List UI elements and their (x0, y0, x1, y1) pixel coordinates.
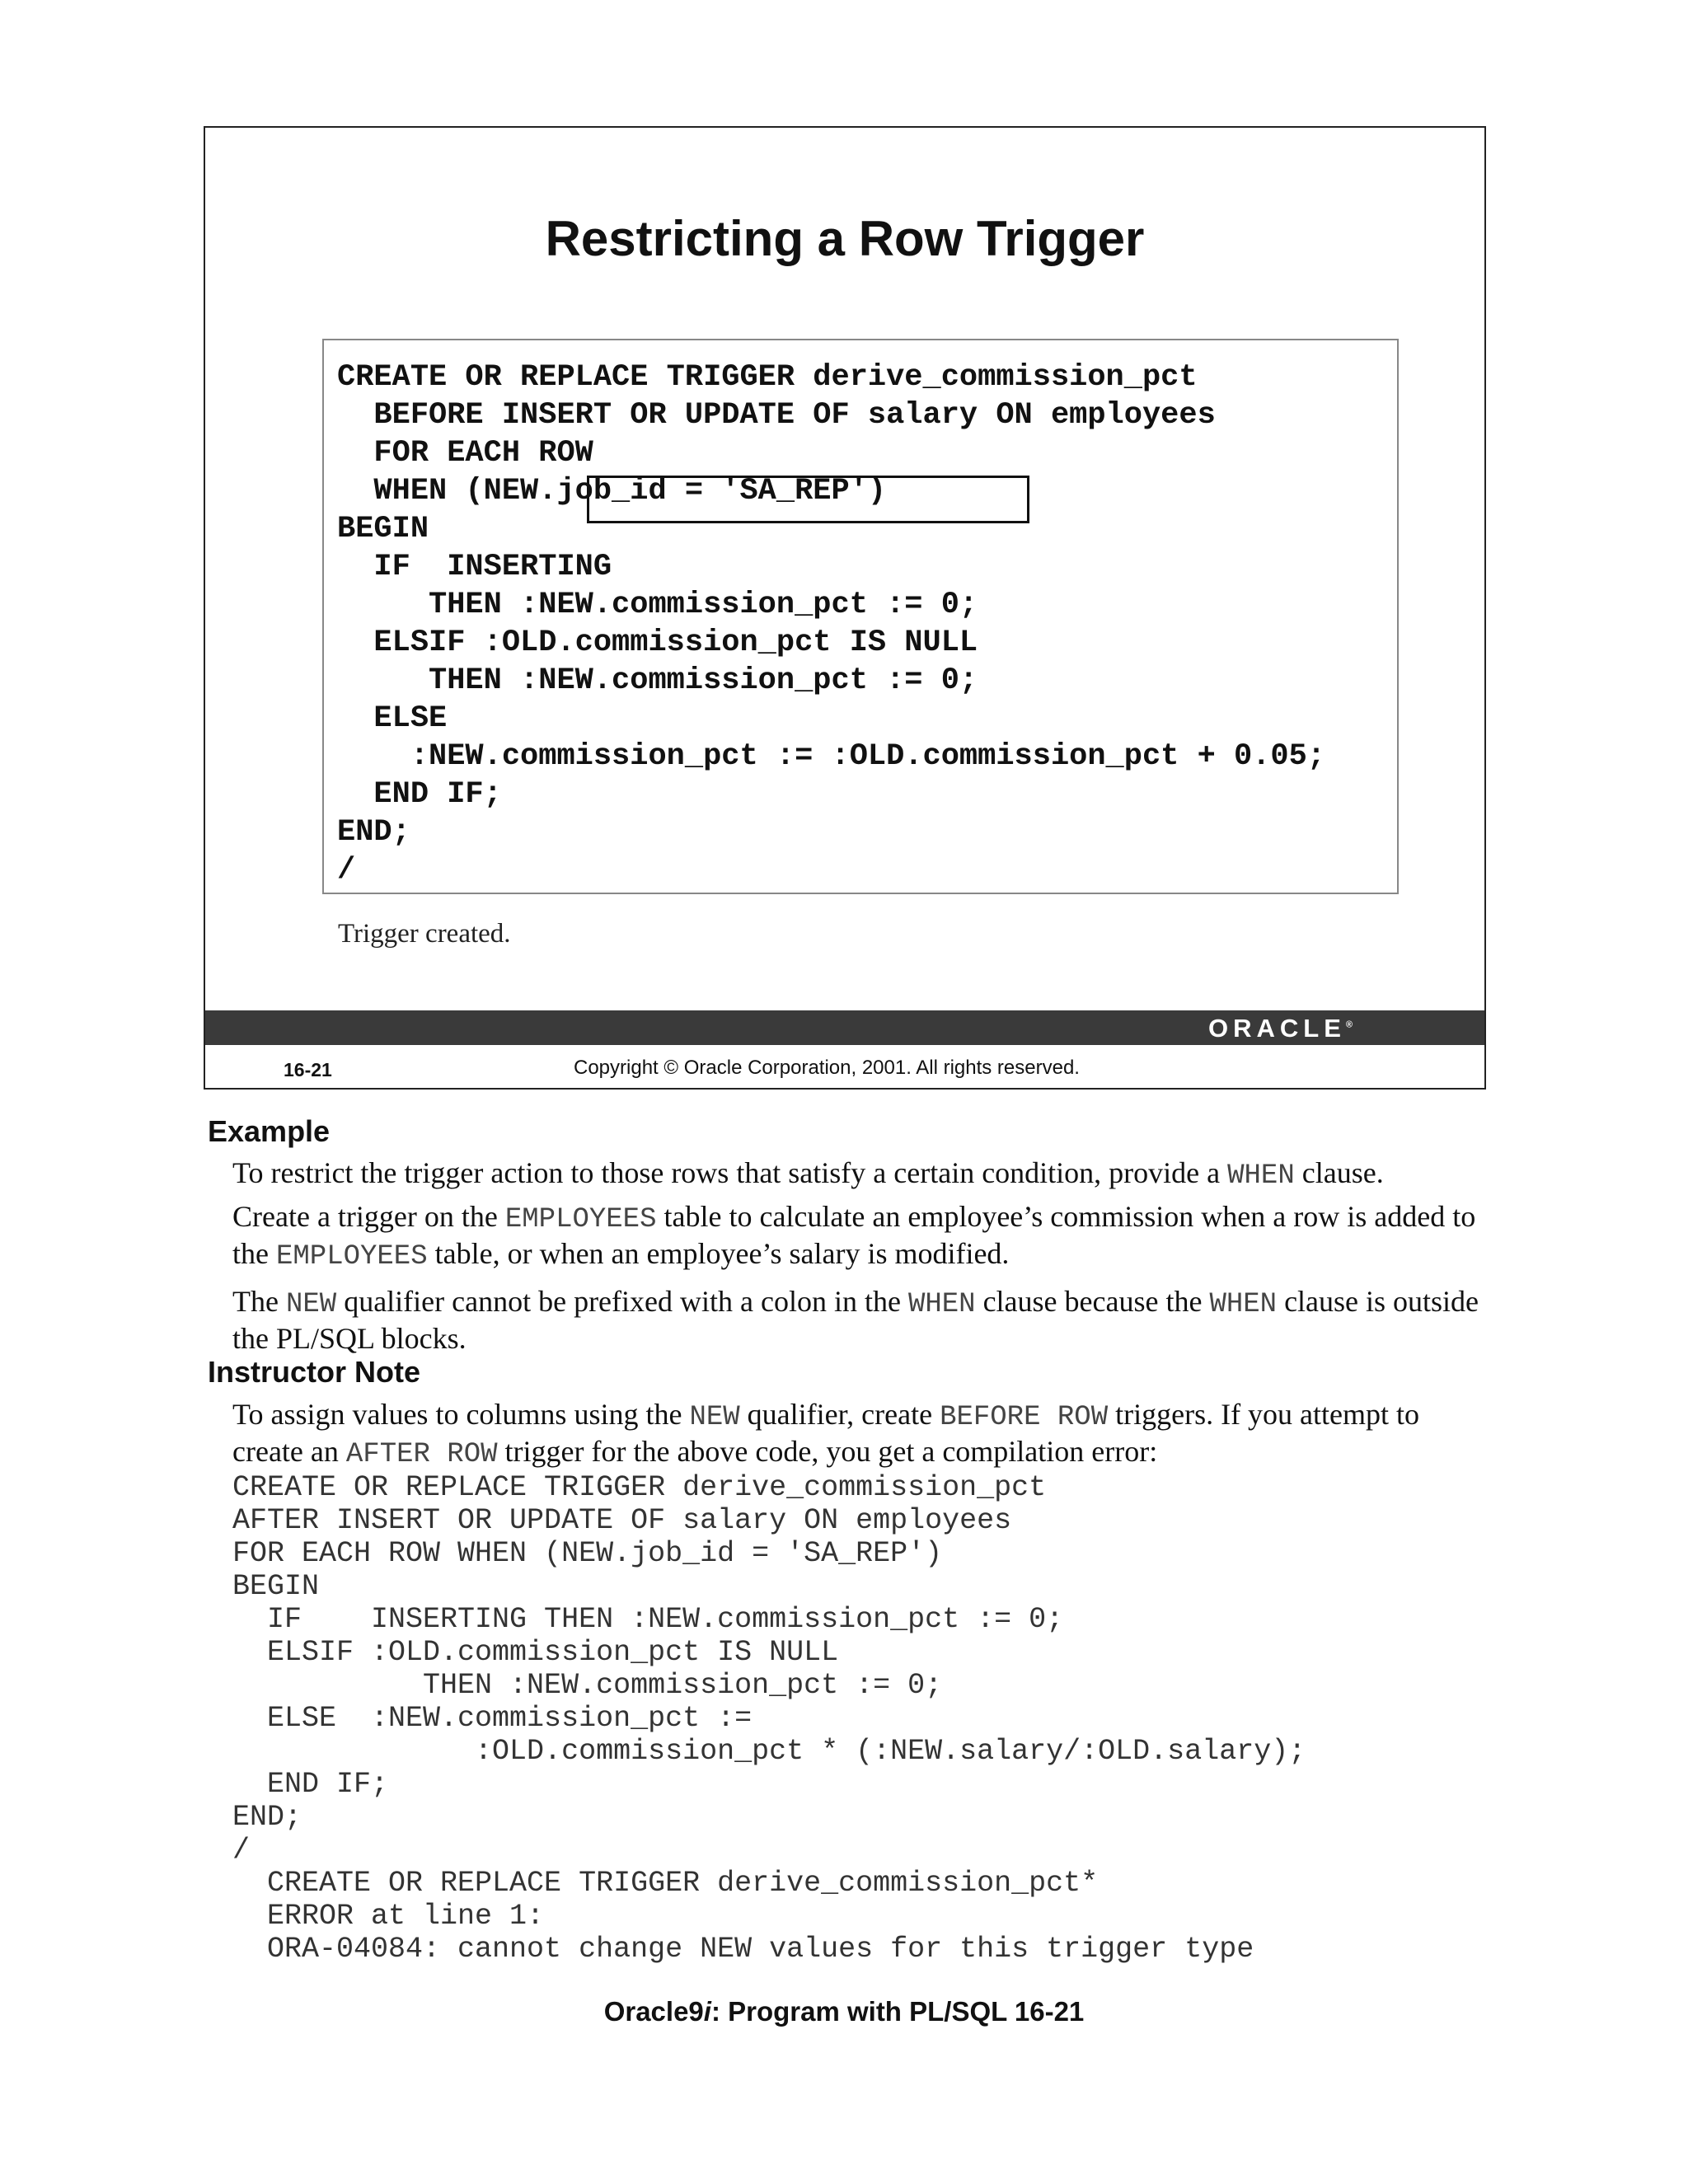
oracle-logo-text: ORACLE (1208, 1014, 1346, 1043)
code-line: CREATE OR REPLACE TRIGGER derive_commission_pct (337, 360, 1198, 395)
code-line: / (337, 853, 356, 888)
text: table to calculate an employee’s commission when a row is added to the (232, 1200, 1476, 1270)
note-code-line: ORA-04084: cannot change NEW values for this trigger type (232, 1933, 1254, 1966)
slide-number: 16-21 (284, 1059, 332, 1080)
page-footer (0, 1996, 1688, 2027)
note-code-line: :OLD.commission_pct * (:NEW.salary/:OLD.salary); (232, 1735, 1306, 1768)
text: table, or when an employee’s salary is modified. (427, 1237, 1010, 1270)
code-line: BEFORE INSERT OR UPDATE OF salary ON employees (337, 398, 1216, 433)
code-term: WHEN (1209, 1289, 1278, 1320)
code-term: NEW (689, 1402, 740, 1433)
note-code-line: IF INSERTING THEN :NEW.commission_pct := 0; (232, 1603, 1064, 1636)
code-line: THEN :NEW.commission_pct := 0; (337, 588, 978, 622)
footer-italic: i (703, 1996, 711, 2027)
code-line: ELSIF :OLD.commission_pct IS NULL (337, 626, 978, 660)
trigger-created-message: Trigger created. (338, 919, 511, 949)
code-term: EMPLOYEES (275, 1241, 428, 1272)
note-code-line: END IF; (232, 1768, 389, 1801)
note-code-line: CREATE OR REPLACE TRIGGER derive_commission_pct (232, 1471, 1047, 1504)
example-paragraph-3 (232, 1285, 1485, 1356)
code-line: END; (337, 815, 410, 850)
note-code-line: ELSIF :OLD.commission_pct IS NULL (232, 1636, 839, 1669)
code-term: WHEN (1227, 1160, 1295, 1192)
code-term: EMPLOYEES (504, 1204, 657, 1235)
copyright-text: Copyright © Oracle Corporation, 2001. All rights reserved. (574, 1057, 1080, 1079)
text: trigger for the above code, you get a compilation error: (497, 1435, 1158, 1468)
instructor-note-heading: Instructor Note (208, 1355, 421, 1389)
when-clause-highlight (587, 476, 1029, 523)
text: clause is outside the PL/SQL blocks. (232, 1285, 1479, 1355)
text: To restrict the trigger action to those rows that satisfy a certain condition, provide a (232, 1156, 1228, 1189)
text: To assign values to columns using the (232, 1398, 690, 1431)
text: clause. (1294, 1156, 1384, 1189)
example-paragraph-1 (232, 1156, 1485, 1193)
note-code-line: THEN :NEW.commission_pct := 0; (232, 1669, 943, 1702)
code-line: THEN :NEW.commission_pct := 0; (337, 663, 978, 698)
code-term: AFTER ROW (345, 1439, 498, 1470)
footer-prefix: Oracle9 (603, 1996, 704, 2027)
example-heading: Example (208, 1114, 331, 1148)
code-line: :NEW.commission_pct := :OLD.commission_pct + 0.05; (337, 739, 1325, 774)
code-line: FOR EACH ROW (337, 436, 593, 471)
code-term: BEFORE ROW (940, 1402, 1109, 1433)
code-line: IF INSERTING (337, 550, 612, 584)
oracle-logo: ORACLE® (1208, 1014, 1353, 1043)
note-code-line: ERROR at line 1: (232, 1900, 545, 1933)
note-code-line: END; (232, 1801, 302, 1834)
code-line: WHEN (NEW.job_id = 'SA_REP') (337, 474, 887, 509)
code-line: ELSE (337, 701, 448, 736)
note-code-line: BEGIN (232, 1570, 320, 1603)
text: qualifier, create (739, 1398, 940, 1431)
code-term: WHEN (907, 1289, 976, 1320)
note-code-line: AFTER INSERT OR UPDATE OF salary ON employees (232, 1504, 1012, 1537)
code-line: END IF; (337, 777, 502, 812)
example-paragraph-2 (232, 1200, 1485, 1274)
code-line: BEGIN (337, 512, 429, 546)
text: Create a trigger on the (232, 1200, 505, 1233)
slide-code-block (322, 339, 1399, 894)
instructor-paragraph (232, 1398, 1485, 1472)
note-code-line: ELSE :NEW.commission_pct := (232, 1702, 753, 1735)
text: triggers. If you attempt to create an (232, 1398, 1420, 1468)
note-code-line: FOR EACH ROW WHEN (NEW.job_id = 'SA_REP') (232, 1537, 943, 1570)
oracle-footer-bar (205, 1010, 1484, 1045)
text: clause because the (975, 1285, 1210, 1318)
note-code-line: / (232, 1834, 251, 1867)
slide-frame (204, 126, 1486, 1090)
note-code-line: CREATE OR REPLACE TRIGGER derive_commission_pct* (232, 1867, 1099, 1900)
slide-title: Restricting a Row Trigger (545, 211, 1145, 266)
text: The (232, 1285, 286, 1318)
footer-suffix: : Program with PL/SQL 16-21 (710, 1996, 1085, 2027)
code-term: NEW (285, 1289, 337, 1320)
text: qualifier cannot be prefixed with a colon in the (336, 1285, 908, 1318)
